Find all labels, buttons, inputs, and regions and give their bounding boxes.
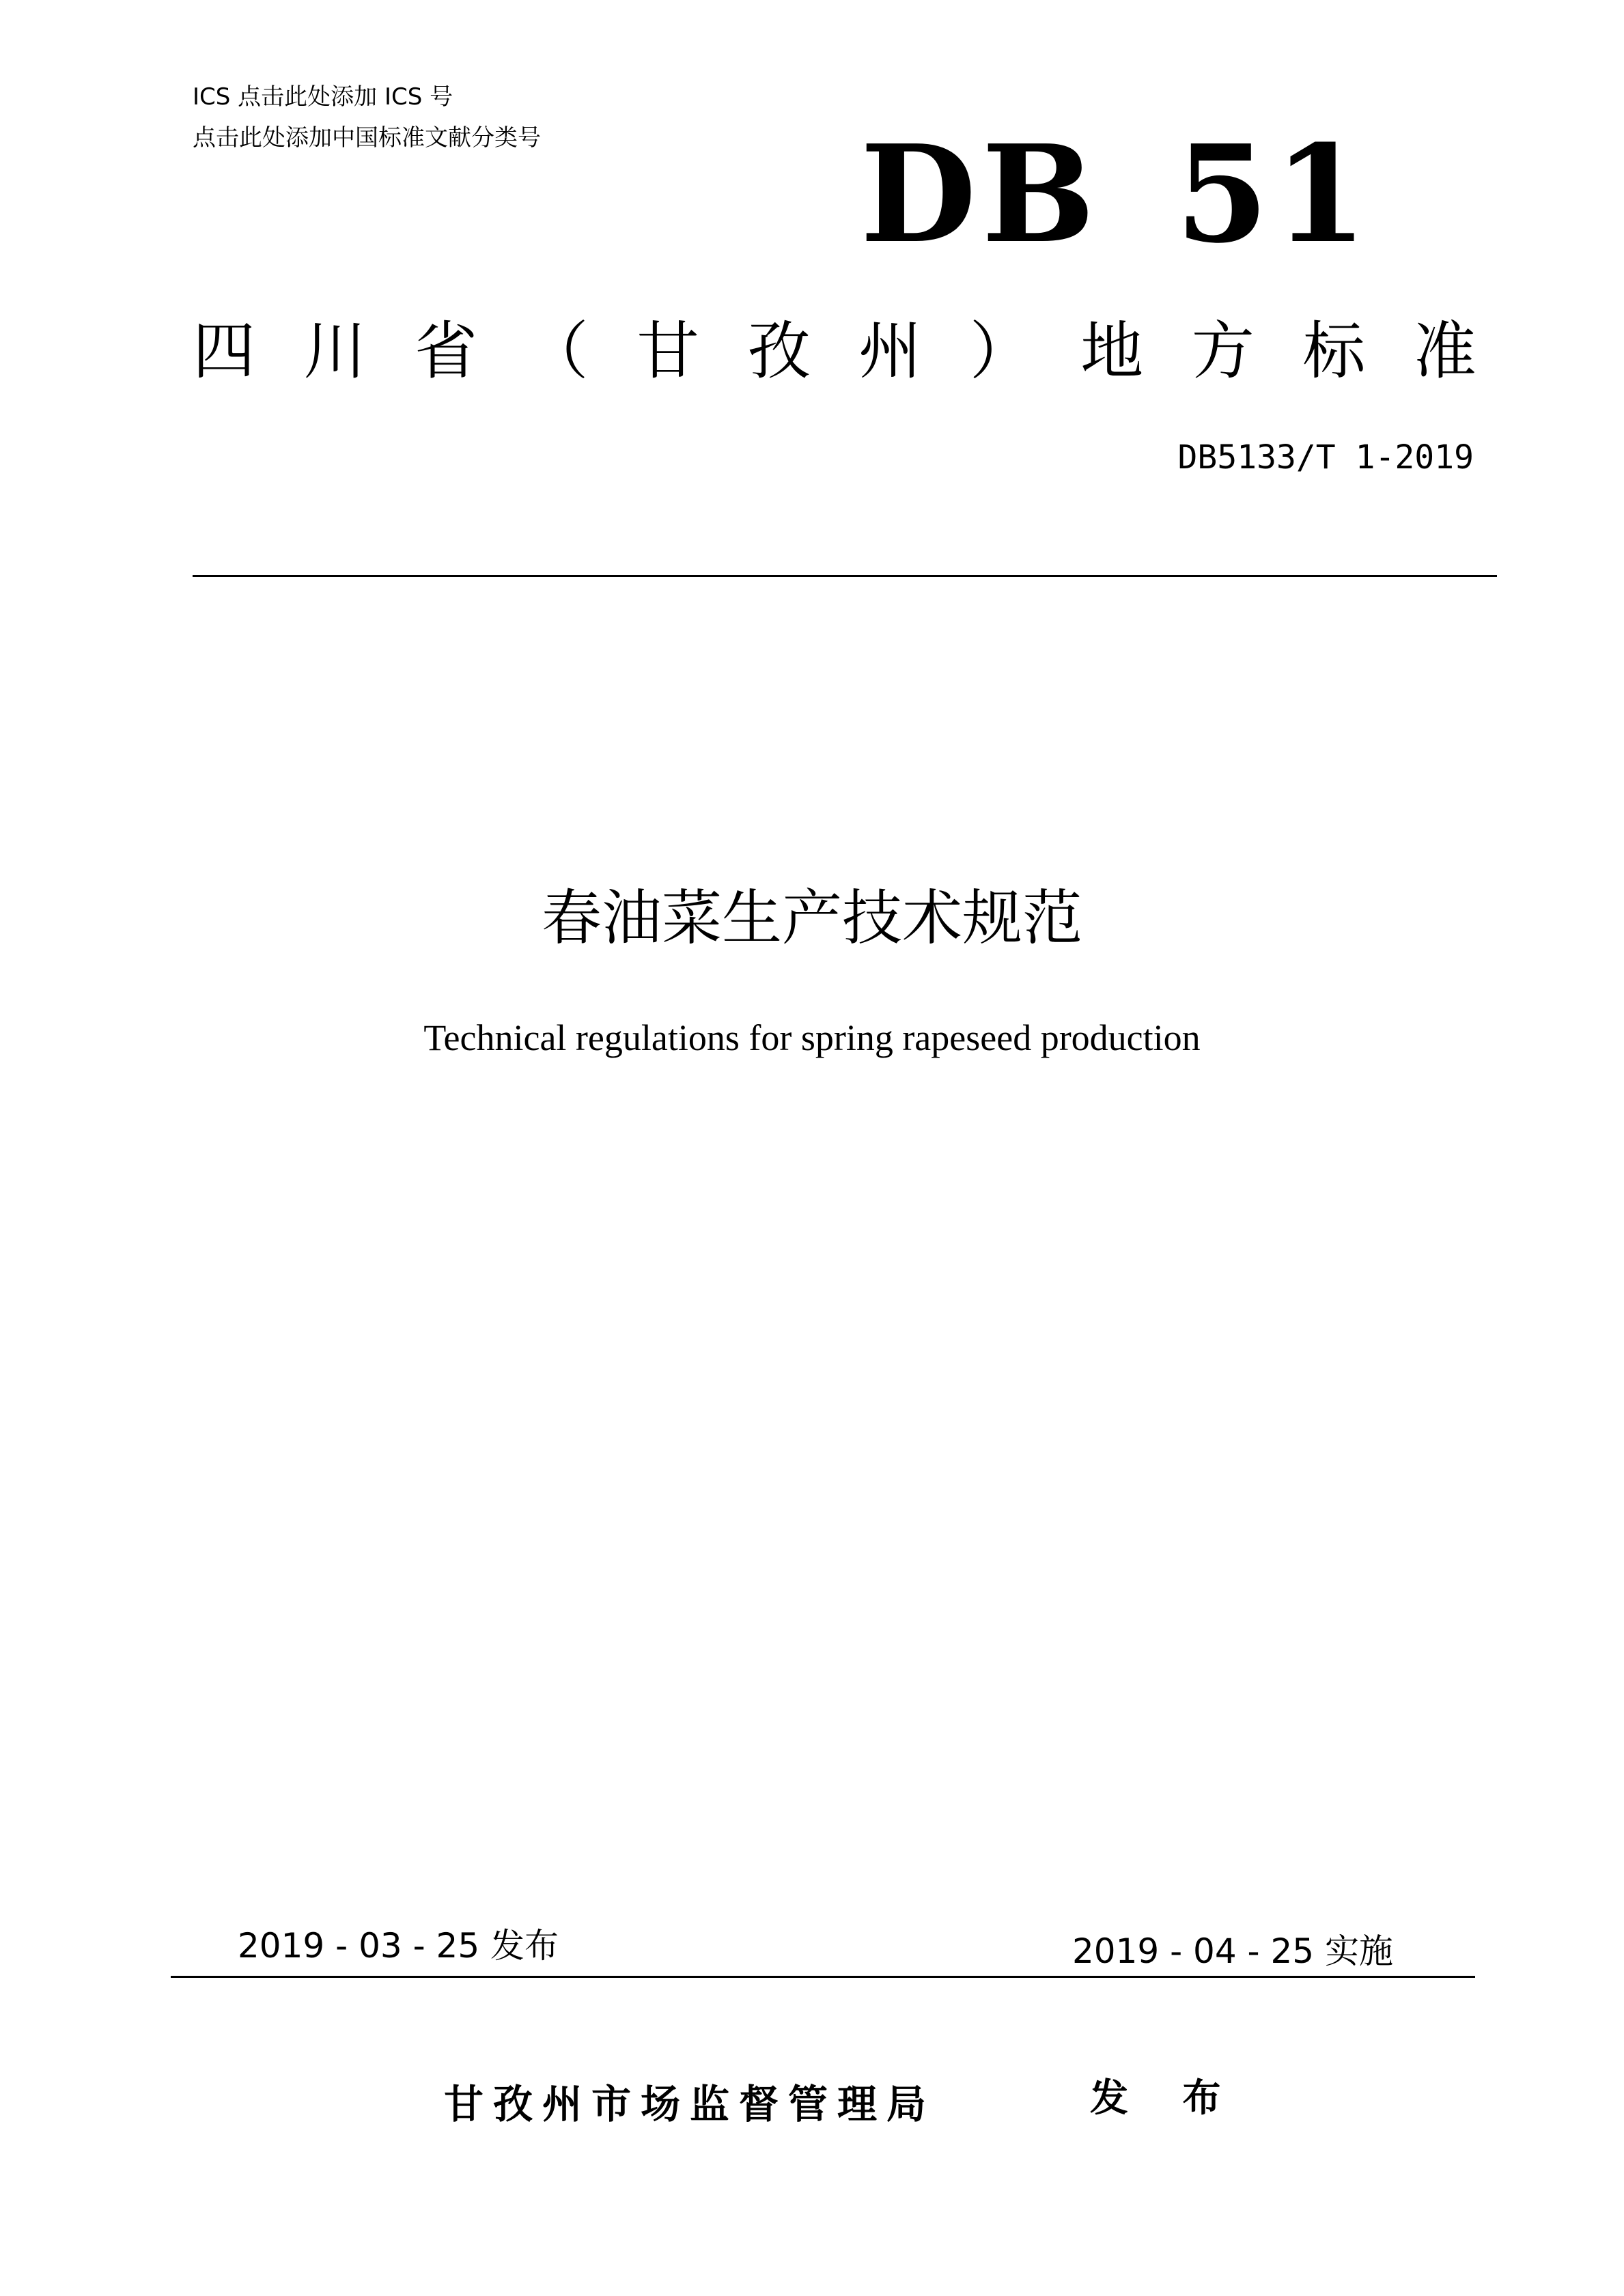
category-char: 川 (303, 315, 367, 388)
category-char: 准 (1413, 315, 1476, 388)
category-char: 标 (1302, 315, 1366, 388)
category-char: 州 (858, 315, 922, 388)
db-province-code: 51 (1175, 116, 1373, 273)
document-title-english: Technical regulations for spring rapeseed production (423, 1017, 1201, 1058)
category-char: 方 (1191, 315, 1255, 388)
issue-date: 2019 - 03 - 25 发布 (238, 1926, 559, 1966)
category-char: 孜 (747, 315, 811, 388)
publish-label: 发 布 (1090, 2076, 1242, 2121)
implementation-date: 2019 - 04 - 25 实施 (1072, 1931, 1393, 1971)
category-char: ） (969, 315, 1033, 388)
header-divider (193, 575, 1497, 577)
db-prefix: DB (860, 116, 1101, 273)
category-char: （ (525, 315, 589, 388)
ics-number-placeholder: ICS 点击此处添加 ICS 号 (193, 83, 453, 111)
category-char: 四 (193, 315, 256, 388)
standard-category-title (193, 311, 1476, 393)
document-title-chinese: 春油菜生产技术规范 (541, 883, 1082, 953)
category-char: 省 (415, 315, 478, 388)
category-char: 地 (1080, 315, 1144, 388)
db-standard-code (860, 116, 1373, 273)
standard-number: DB5133/T 1-2019 (1177, 438, 1474, 477)
clc-number-placeholder: 点击此处添加中国标准文献分类号 (193, 124, 541, 152)
footer-divider (171, 1976, 1475, 1978)
category-char: 甘 (636, 315, 700, 388)
publisher-name: 甘孜州市场监督管理局 (444, 2081, 936, 2127)
